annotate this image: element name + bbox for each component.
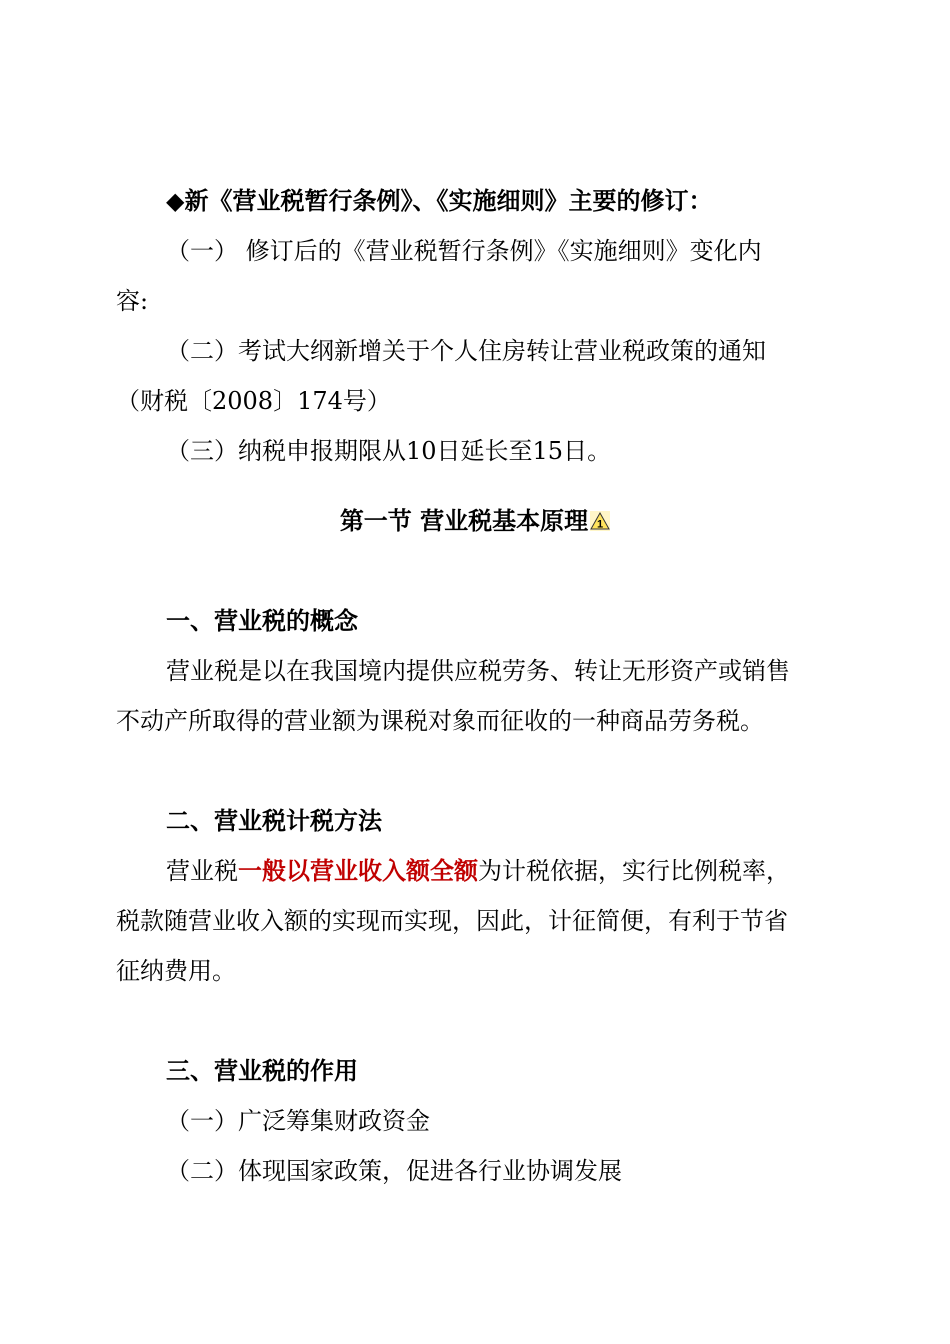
role-heading: 三、营业税的作用 <box>166 1056 358 1085</box>
concept-line-2: 不动产所取得的营业额为课税对象而征收的一种商品劳务税。 <box>116 707 764 735</box>
warning-icon[interactable] <box>590 511 610 531</box>
concept-line-1: 营业税是以在我国境内提供应税劳务、转让无形资产或销售 <box>166 657 790 685</box>
method-line-1-prefix: 营业税 <box>166 857 238 885</box>
revision-item-1-line-2: 容: <box>116 287 149 315</box>
revision-item-2-line-1: （二）考试大纲新增关于个人住房转让营业税政策的通知 <box>166 337 766 365</box>
method-highlight: 一般以营业收入额全额 <box>238 856 478 885</box>
role-item-1: （一）广泛筹集财政资金 <box>166 1107 430 1135</box>
section-title-text: 第一节 营业税基本原理 <box>339 506 589 535</box>
role-item-2: （二）体现国家政策，促进各行业协调发展 <box>166 1157 622 1185</box>
method-line-1 <box>166 854 886 888</box>
warning-icon-label: 1 <box>597 518 604 531</box>
revision-item-3: （三）纳税申报期限从10日延长至15日。 <box>166 437 612 465</box>
method-line-2: 税款随营业收入额的实现而实现，因此，计征简便，有利于节省 <box>116 907 788 935</box>
method-heading: 二、营业税计税方法 <box>166 806 382 835</box>
revision-item-1-line-1: （一） 修订后的《营业税暂行条例》《实施细则》变化内 <box>166 237 762 265</box>
revision-item-2-line-2: （财税〔2008〕174号） <box>116 387 391 415</box>
method-line-1-suffix: 为计税依据，实行比例税率， <box>478 857 790 885</box>
section-title <box>0 504 950 538</box>
method-line-3: 征纳费用。 <box>116 957 236 985</box>
revisions-heading: ◆新《营业税暂行条例》、《实施细则》主要的修订： <box>166 186 713 215</box>
concept-heading: 一、营业税的概念 <box>166 606 358 635</box>
